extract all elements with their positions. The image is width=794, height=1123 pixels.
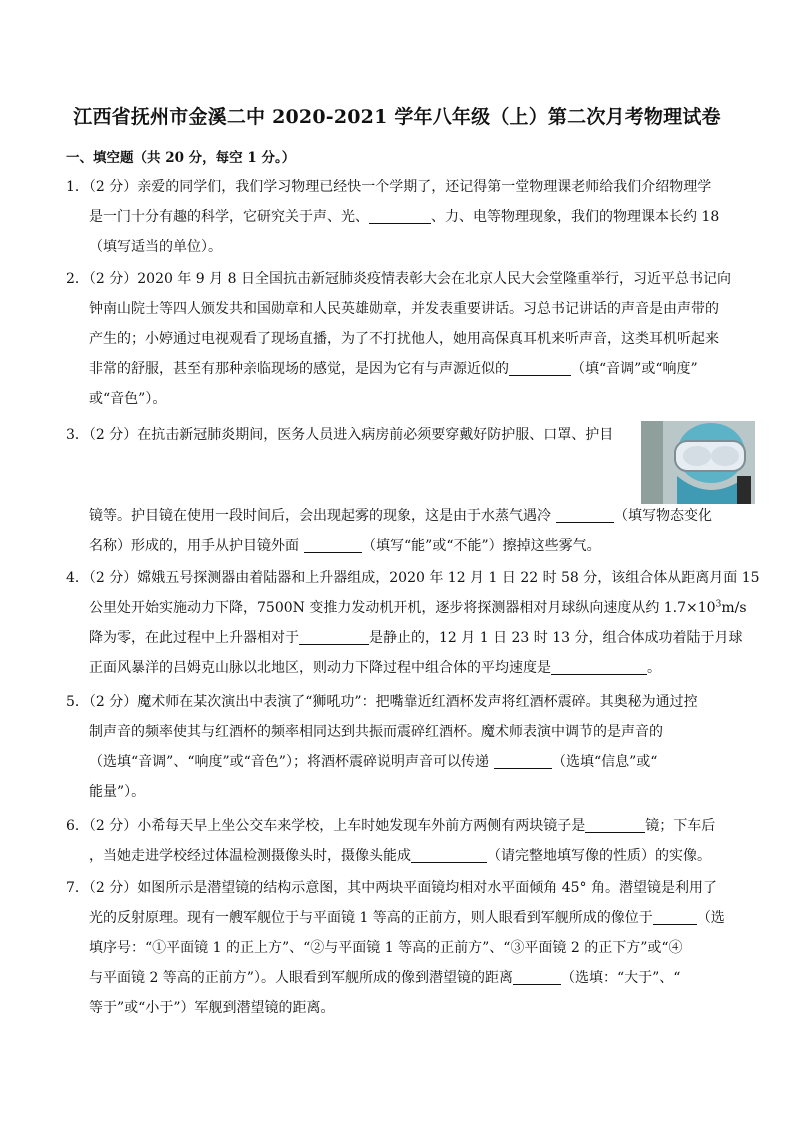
answer-blank[interactable] [509,359,571,376]
q4-line-1: 4．（2 分）嫦娥五号探测器由着陆器和上升器组成，2020 年 12 月 1 日 22 时 58 分，该组合体从距离月面 15 [66,570,760,586]
question-3-cont [66,501,726,561]
q4-line-2: 公里处开始实施动力下降，7500N 变推力发动机开机，逐步将探测器相对月球纵向速度从约 $1.7\times 10^3m/s$ [89,599,747,616]
question-4 [66,563,760,683]
section-heading: 一、填空题（共 20 分，每空 1 分。） [66,150,296,166]
q5-line-4: 能量”）。 [89,784,146,800]
goggles-photo [641,421,755,504]
question-3 [66,420,726,450]
q6-line-1: 6．（2 分）小希每天早上坐公交车来学校，上车时她发现车外前方两侧有两块镜子是 镜；下车后 [66,818,716,834]
question-2 [66,264,731,414]
q1-line-1: 1．（2 分）亲爱的同学们，我们学习物理已经快一个学期了，还记得第一堂物理课老师给我们介绍物理学 [66,179,712,195]
exam-title: 江西省抚州市金溪二中 2020-2021 学年八年级（上）第二次月考物理试卷 [73,106,721,128]
question-7 [66,873,726,1023]
answer-blank[interactable] [551,658,647,675]
question-5 [66,687,726,807]
answer-blank[interactable] [556,506,614,523]
q5-line-3: （选填“音调”、“响度”或“音色”）；将酒杯震碎说明声音可以传递 （选填“信息”或“ [89,754,658,770]
answer-blank[interactable] [304,536,362,553]
answer-blank[interactable] [411,846,487,863]
medical-worker-image [641,421,755,504]
answer-blank[interactable] [585,816,645,833]
question-6 [66,811,726,871]
q5-line-2: 制声音的频率使其与红酒杯的频率相同达到共振而震碎红酒杯。魔术师表演中调节的是声音的 [89,724,663,740]
q2-line-5: 或“音色”）。 [89,391,167,407]
q4-line-3: 降为零，在此过程中上升器相对于 是静止的，12 月 1 日 23 时 13 分，组合体成功着陆于月球 [89,630,743,646]
q2-line-1: 2．（2 分）2020 年 9 月 8 日全国抗击新冠肺炎疫情表彰大会在北京人民大会堂隆重举行，习近平总书记向 [66,271,731,287]
answer-blank[interactable] [653,908,697,925]
q7-line-3: 填序号：“①平面镜 1 的正上方”、“②与平面镜 1 等高的正前方”、“③平面镜 2 的正下方”或“④ [89,940,683,956]
q5-line-1: 5．（2 分）魔术师在某次演出中表演了“狮吼功”：把嘴靠近红酒杯发声将红酒杯震碎。其奥秘为通过控 [66,694,698,710]
answer-blank[interactable] [494,752,552,769]
q1-line-2: 是一门十分有趣的科学，它研究关于声、光、 、力、电等物理现象，我们的物理课本长约 18 [89,209,720,225]
answer-blank[interactable] [299,628,369,645]
q2-line-3: 产生的；小婷通过电视观看了现场直播，为了不打扰他人，她用高保真耳机来听声音，这类耳机听起来 [89,331,719,347]
q4-line-4: 正面风暴洋的吕姆克山脉以北地区，则动力下降过程中组合体的平均速度是 。 [89,660,661,676]
q3-line-2: 镜等。护目镜在使用一段时间后，会出现起雾的现象，这是由于水蒸气遇冷 （填写物态变化 [89,508,712,524]
answer-blank[interactable] [369,207,431,224]
q2-line-2: 钟南山院士等四人颁发共和国勋章和人民英雄勋章，并发表重要讲话。习总书记讲话的声音是由声带的 [89,301,719,317]
q2-line-4: 非常的舒服，甚至有那种亲临现场的感觉，是因为它有与声源近似的 （填“音调”或“响度” [89,361,698,377]
q7-line-4: 与平面镜 2 等高的正前方”）。人眼看到军舰所成的像到潜望镜的距离 （选填：“大于”、“ [89,970,681,986]
q1-line-3: （填写适当的单位）。 [89,239,222,255]
q6-line-2: ，当她走进学校经过体温检测摄像头时，摄像头能成 （请完整地填写像的性质）的实像。 [89,848,711,864]
q7-line-5: 等于”或“小于”）军舰到潜望镜的距离。 [89,1000,335,1016]
question-1 [66,172,726,262]
q7-line-1: 7．（2 分）如图所示是潜望镜的结构示意图，其中两块平面镜均相对水平面倾角 45° 角。潜望镜是利用了 [66,880,717,896]
q7-line-2: 光的反射原理。现有一艘军舰位于与平面镜 1 等高的正前方，则人眼看到军舰所成的像位于 （选 [89,910,725,926]
q3-line-1: 3．（2 分）在抗击新冠肺炎期间，医务人员进入病房前必须要穿戴好防护服、口罩、护目 [66,427,614,443]
q3-line-3: 名称）形成的，用手从护目镜外面 （填写“能”或“不能”）擦掉这些雾气。 [89,538,601,554]
answer-blank[interactable] [513,968,561,985]
